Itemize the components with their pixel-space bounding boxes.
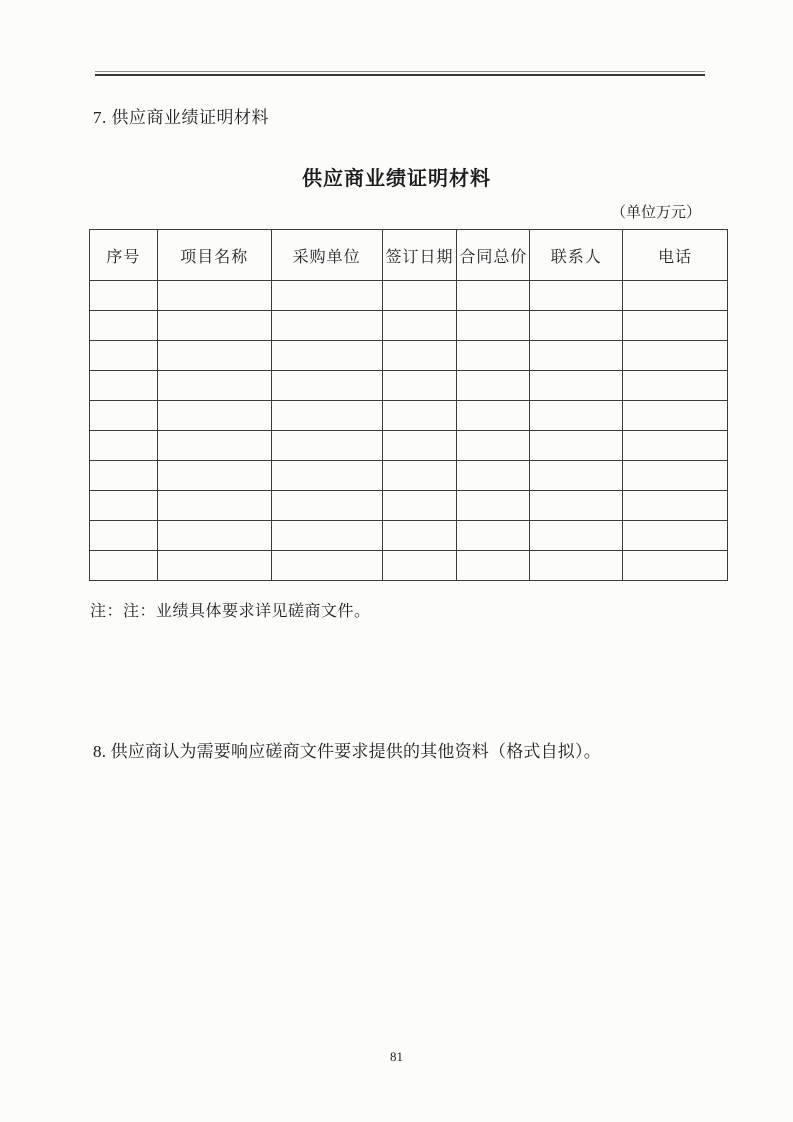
table-cell <box>382 461 457 491</box>
table-cell <box>530 521 623 551</box>
table-cell <box>457 401 530 431</box>
table-cell <box>157 371 271 401</box>
table-row <box>90 521 728 551</box>
table-cell <box>157 551 271 581</box>
table-cell <box>530 401 623 431</box>
table-cell <box>90 371 158 401</box>
unit-note: （单位万元） <box>610 205 701 221</box>
table-cell <box>271 311 382 341</box>
table-cell <box>530 431 623 461</box>
table-cell <box>157 281 271 311</box>
table-cell <box>90 551 158 581</box>
table-cell <box>271 371 382 401</box>
table-cell <box>157 431 271 461</box>
table-cell <box>530 551 623 581</box>
table-cell <box>90 401 158 431</box>
table-cell <box>157 401 271 431</box>
table-cell <box>382 551 457 581</box>
table-cell <box>157 341 271 371</box>
table-cell <box>382 311 457 341</box>
table-cell <box>457 341 530 371</box>
table-cell <box>457 371 530 401</box>
table-title: 供应商业绩证明材料 <box>302 168 491 190</box>
table-header-cell-project-name: 项目名称 <box>157 230 271 281</box>
table-cell <box>90 461 158 491</box>
table-cell <box>382 491 457 521</box>
table-cell <box>623 371 728 401</box>
table-cell <box>382 521 457 551</box>
table-cell <box>530 281 623 311</box>
table-row <box>90 341 728 371</box>
table-cell <box>623 341 728 371</box>
section-8-heading: 8. 供应商认为需要响应磋商文件要求提供的其他资料（格式自拟）。 <box>93 742 601 761</box>
table-cell <box>457 521 530 551</box>
table-header-row <box>90 230 728 281</box>
table-cell <box>90 431 158 461</box>
table-cell <box>623 281 728 311</box>
table-cell <box>382 371 457 401</box>
table-row <box>90 371 728 401</box>
table-header-cell-phone: 电话 <box>623 230 728 281</box>
section-7-heading: 7. 供应商业绩证明材料 <box>93 108 269 127</box>
table-cell <box>457 311 530 341</box>
table-cell <box>271 281 382 311</box>
table-cell <box>623 311 728 341</box>
table-cell <box>271 401 382 431</box>
table-cell <box>157 491 271 521</box>
table-cell <box>90 281 158 311</box>
table-header-cell-purchasing-unit: 采购单位 <box>271 230 382 281</box>
table-cell <box>623 461 728 491</box>
table-row <box>90 401 728 431</box>
page-number: 81 <box>390 1049 403 1064</box>
table-cell <box>457 551 530 581</box>
table-cell <box>457 431 530 461</box>
header-rule <box>95 71 705 76</box>
table-cell <box>530 311 623 341</box>
table-cell <box>623 431 728 461</box>
table-row <box>90 551 728 581</box>
table-cell <box>623 551 728 581</box>
table-header-cell-index: 序号 <box>90 230 158 281</box>
table-cell <box>90 491 158 521</box>
table-row <box>90 491 728 521</box>
table-cell <box>271 521 382 551</box>
table-cell <box>530 461 623 491</box>
table-cell <box>271 551 382 581</box>
table-row <box>90 311 728 341</box>
table-cell <box>271 431 382 461</box>
table-cell <box>271 461 382 491</box>
table-cell <box>530 371 623 401</box>
table-cell <box>457 491 530 521</box>
table-row <box>90 431 728 461</box>
table-cell <box>623 401 728 431</box>
table-cell <box>623 491 728 521</box>
table-cell <box>157 521 271 551</box>
table-cell <box>530 491 623 521</box>
table-cell <box>157 461 271 491</box>
table-cell <box>157 311 271 341</box>
table-cell <box>457 461 530 491</box>
table-cell <box>382 401 457 431</box>
table-header-cell-contract-total: 合同总价 <box>457 230 530 281</box>
table-footnote: 注：注：业绩具体要求详见磋商文件。 <box>90 603 371 620</box>
table-cell <box>271 341 382 371</box>
table-cell <box>457 281 530 311</box>
table-row <box>90 461 728 491</box>
table-cell <box>382 431 457 461</box>
table-cell <box>382 281 457 311</box>
table-cell <box>90 341 158 371</box>
table-cell <box>90 521 158 551</box>
table-row <box>90 281 728 311</box>
performance-table <box>89 229 728 581</box>
table-cell <box>382 341 457 371</box>
table-cell <box>623 521 728 551</box>
table-cell <box>530 341 623 371</box>
table-cell <box>271 491 382 521</box>
table-cell <box>90 311 158 341</box>
table-header-cell-signing-date: 签订日期 <box>382 230 457 281</box>
table-header-cell-contact-person: 联系人 <box>530 230 623 281</box>
